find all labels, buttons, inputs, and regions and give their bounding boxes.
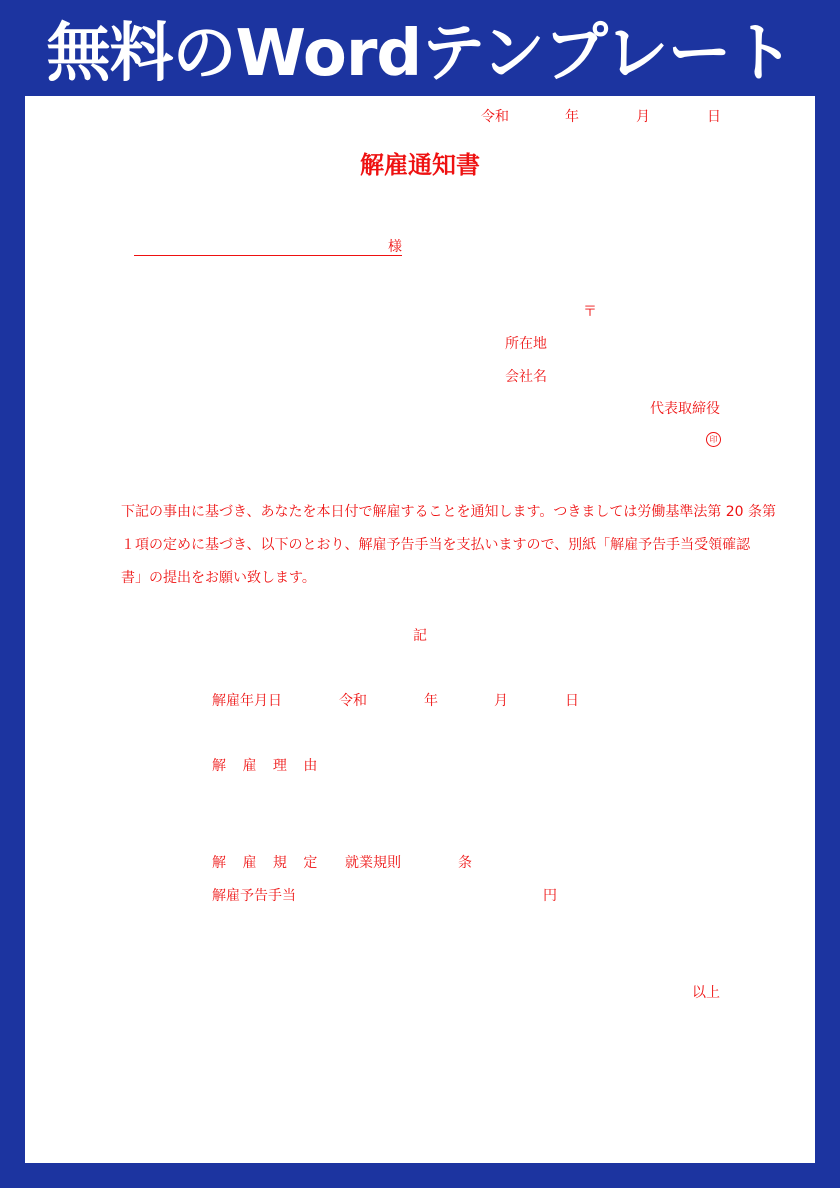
body-text (121, 496, 777, 595)
recipient-underline (134, 255, 402, 256)
dismissal-month: 月 (494, 693, 508, 709)
seal-mark: 印 (706, 432, 721, 447)
dismissal-day: 日 (565, 693, 579, 709)
allowance-label: 解雇予告手当 (212, 888, 296, 904)
reason-label: 解 雇 理 由 (212, 758, 324, 774)
body-line: １項の定めに基づき、以下のとおり、解雇予告手当を支払いますので、別紙「解雇予告手当受領確認 (121, 537, 751, 553)
date-year: 年 (565, 109, 579, 125)
date-month: 月 (636, 109, 650, 125)
body-line: 下記の事由に基づき、あなたを本日付で解雇することを通知します。つきましては労働基準法第 20 条第 (121, 504, 777, 520)
document-sheet (25, 96, 815, 1163)
dismissal-year: 年 (424, 693, 438, 709)
allowance-unit: 円 (543, 888, 557, 904)
company-label: 会社名 (505, 369, 547, 385)
representative-label: 代表取締役 (650, 401, 720, 417)
recipient-suffix: 様 (388, 239, 402, 255)
body-line: 書」の提出をお願い致します。 (121, 570, 316, 586)
regulation-value: 就業規則 (345, 855, 401, 871)
banner-title: 無料のWordテンプレート (46, 17, 794, 91)
ki-heading: 記 (413, 628, 427, 644)
postal-mark: 〒 (583, 304, 597, 320)
dismissal-era: 令和 (339, 693, 367, 709)
document-title: 解雇通知書 (360, 151, 480, 179)
dismissal-date-label: 解雇年月日 (212, 693, 282, 709)
date-day: 日 (707, 109, 721, 125)
date-era: 令和 (481, 109, 509, 125)
address-label: 所在地 (505, 336, 547, 352)
regulation-article: 条 (458, 855, 472, 871)
closing-text: 以上 (692, 985, 720, 1001)
regulation-label: 解 雇 規 定 (212, 855, 324, 871)
